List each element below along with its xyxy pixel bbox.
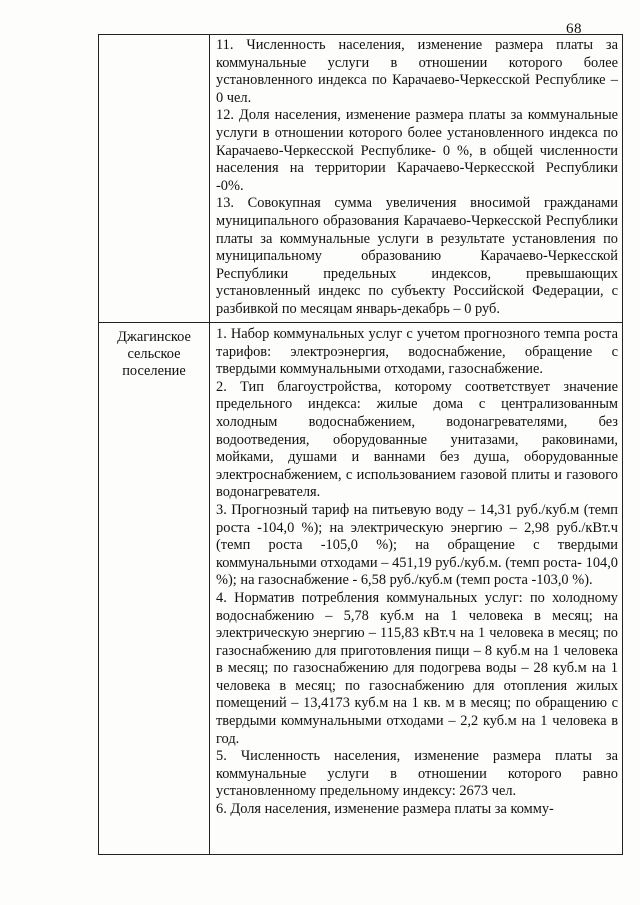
paragraph-item-6: 6. Доля населения, изменение размера платы за комму-: [216, 801, 554, 818]
description-cell: [210, 323, 623, 855]
description-cell: [210, 35, 623, 323]
table-row: [99, 35, 623, 323]
settlement-cell: [99, 35, 210, 323]
paragraph-item-1: 1. Набор коммунальных услуг с учетом прогнозного темпа роста тарифов: электроэнергия, водоснабжение, обращение с твердыми коммунальными отходами, газоснабжение.: [216, 326, 618, 378]
settlement-name-line: сельское: [127, 346, 181, 362]
paragraph-item-11: 11. Численность населения, изменение размера платы за коммунальные услуги в отношении которого более установленного индекса по Карачаево-Черкесской Республике – 0 чел.: [216, 37, 618, 106]
settlement-name-line: Джагинское: [117, 329, 191, 345]
settlement-cell: [99, 323, 210, 855]
paragraph-item-3: 3. Прогнозный тариф на питьевую воду – 14,31 руб./куб.м (темп роста -104,0 %); на электрическую энергию – 2,98 руб./кВт.ч (темп роста -105,0 %); на обращение с твердыми коммунальными отходами – 451,19 руб./куб.м. (темп роста- 104,0 %); на газоснабжение - 6,58 руб./куб.м (темп роста -103,0 %).: [216, 501, 618, 589]
paragraph-item-5: 5. Численность населения, изменение размера платы за коммунальные услуги в отношении которого равно установленному предельному индексу: 2673 чел.: [216, 748, 618, 800]
table-row: [99, 323, 623, 855]
paragraph-item-2: 2. Тип благоустройства, которому соответствует значение предельного индекса: жилые дома с централизованным холодным водоснабжением, водонагревателями, без водоотведения, оборудованные унитазами, раковинами, мойками, душами и ваннами без душа, оборудованные электроснабжением, с использованием газовой плиты и газового водонагревателя.: [216, 378, 618, 501]
paragraph-item-13: 13. Совокупная сумма увеличения вносимой гражданами муниципального образования Карачаево-Черкесской Республики платы за коммунальные услуги в результате установления по муниципальному образованию Карачаево-Черкесской Республики предельных индексов, превышающих установленный индекс по субъекту Российской Федерации, с разбивкой по месяцам январь-декабрь – 0 руб.: [216, 195, 618, 317]
settlement-name-line: поселение: [122, 363, 186, 379]
indices-table: [98, 34, 623, 855]
paragraph-item-4: 4. Норматив потребления коммунальных услуг: по холодному водоснабжению – 5,78 куб.м на 1 человека в месяц; на электрическую энергию – 115,83 кВт.ч на 1 человека в месяц; по газоснабжению для приготовления пищи – 8 куб.м на 1 человека в месяц; по газоснабжению для подогрева воды – 28 куб.м на 1 человека в месяц; по газоснабжению для отопления жилых помещений – 13,4173 куб.м на 1 кв. м в месяц; по обращению с твердыми коммунальными отходами – 2,2 куб.м на 1 человека в год.: [216, 589, 618, 747]
paragraph-item-12: 12. Доля населения, изменение размера платы за коммунальные услуги в отношении которого более установленного индекса по Карачаево-Черкесской Республике- 0 %, в общей численности населения на территории Карачаево-Черкесской Республики -0%.: [216, 107, 618, 194]
page-number: 68: [566, 21, 582, 37]
